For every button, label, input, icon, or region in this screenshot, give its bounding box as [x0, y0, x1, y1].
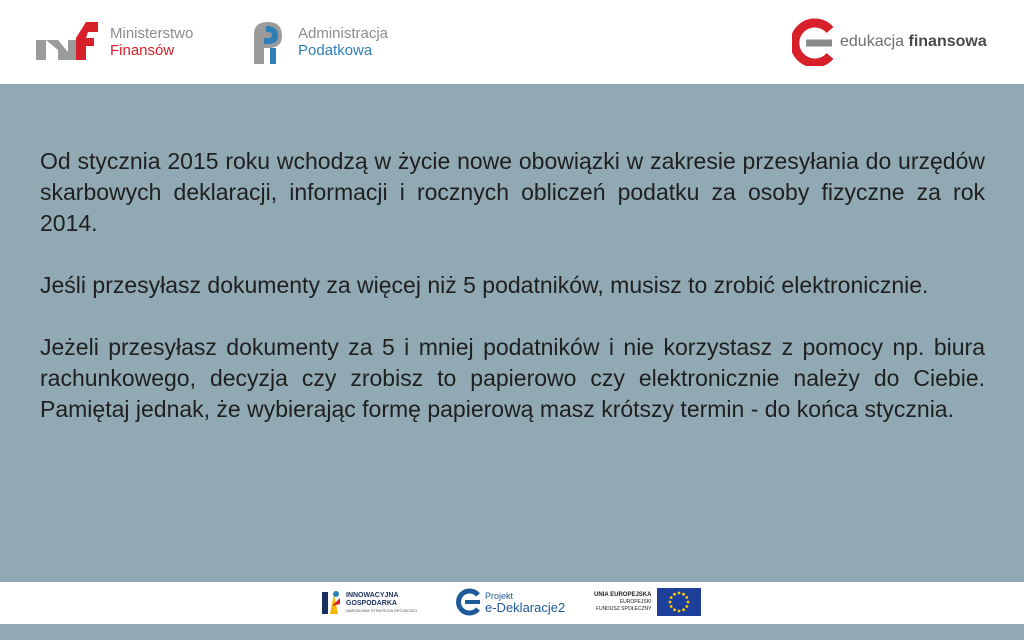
e-deklaracje-logo [456, 588, 565, 616]
footer-bar [0, 624, 1024, 640]
edukacja-label: edukacja [840, 33, 905, 50]
europejski-label: EUROPEJSKI [619, 598, 652, 605]
ministerstwo-label: Ministerstwo [110, 25, 194, 42]
administracja-podatkowa-logo [250, 18, 388, 66]
finansow-label: Finansów [110, 42, 175, 59]
main-panel [0, 84, 1024, 582]
eu-flag-icon [657, 588, 701, 616]
paragraph-2: Jeśli przesyłasz dokumenty za więcej niż 5 podatników, musisz to zrobić elektronicznie. [40, 272, 929, 298]
paragraph-3: Jeżeli przesyłasz dokumenty za 5 i mniej podatników i nie korzystasz z pomocy np. biura rachunkowego, decyzja czy zrobisz to papierowo czy elektronicznie należy do Ciebie. Pamiętaj jednak, że wybierając formę papierową masz krótszy termin - do końca stycznia. [40, 334, 985, 422]
paragraph-1: Od stycznia 2015 roku wchodzą w życie nowe obowiązki w zakresie przesyłania do urzędów skarbowych deklaracji, informacji i rocznych obliczeń podatku za osoby fizyczne za rok 2014. [40, 148, 985, 236]
ap-emblem-icon [250, 18, 290, 66]
projekt-label: Projekt [485, 591, 514, 601]
innowacyjna-label: INNOWACYJNA [346, 592, 399, 599]
fundusz-spoleczny-label: FUNDUSZ SPOŁECZNY [595, 605, 652, 612]
unia-europejska-logo [594, 588, 701, 616]
ministerstwo-finansow-logo [36, 18, 193, 66]
nss-label: NARODOWA STRATEGIA SPÓJNOŚCI [346, 608, 418, 613]
e-deklaracje-label: e-Deklaracje2 [485, 600, 566, 615]
gospodarka-label: GOSPODARKA [346, 600, 397, 607]
mf-emblem-icon [36, 18, 102, 66]
administracja-label: Administracja [298, 25, 389, 42]
content-text [40, 146, 985, 425]
ef-emblem-icon [792, 18, 836, 66]
header [0, 0, 1024, 84]
e-deklaracje-icon [456, 588, 482, 616]
footer [0, 582, 1024, 624]
finansowa-label: finansowa [908, 33, 987, 50]
innowacyjna-gospodarka-logo [322, 588, 417, 618]
ig-emblem-icon [322, 588, 342, 618]
unia-europejska-label: UNIA EUROPEJSKA [594, 591, 652, 598]
edukacja-finansowa-logo [792, 18, 987, 66]
podatkowa-label: Podatkowa [298, 42, 373, 59]
